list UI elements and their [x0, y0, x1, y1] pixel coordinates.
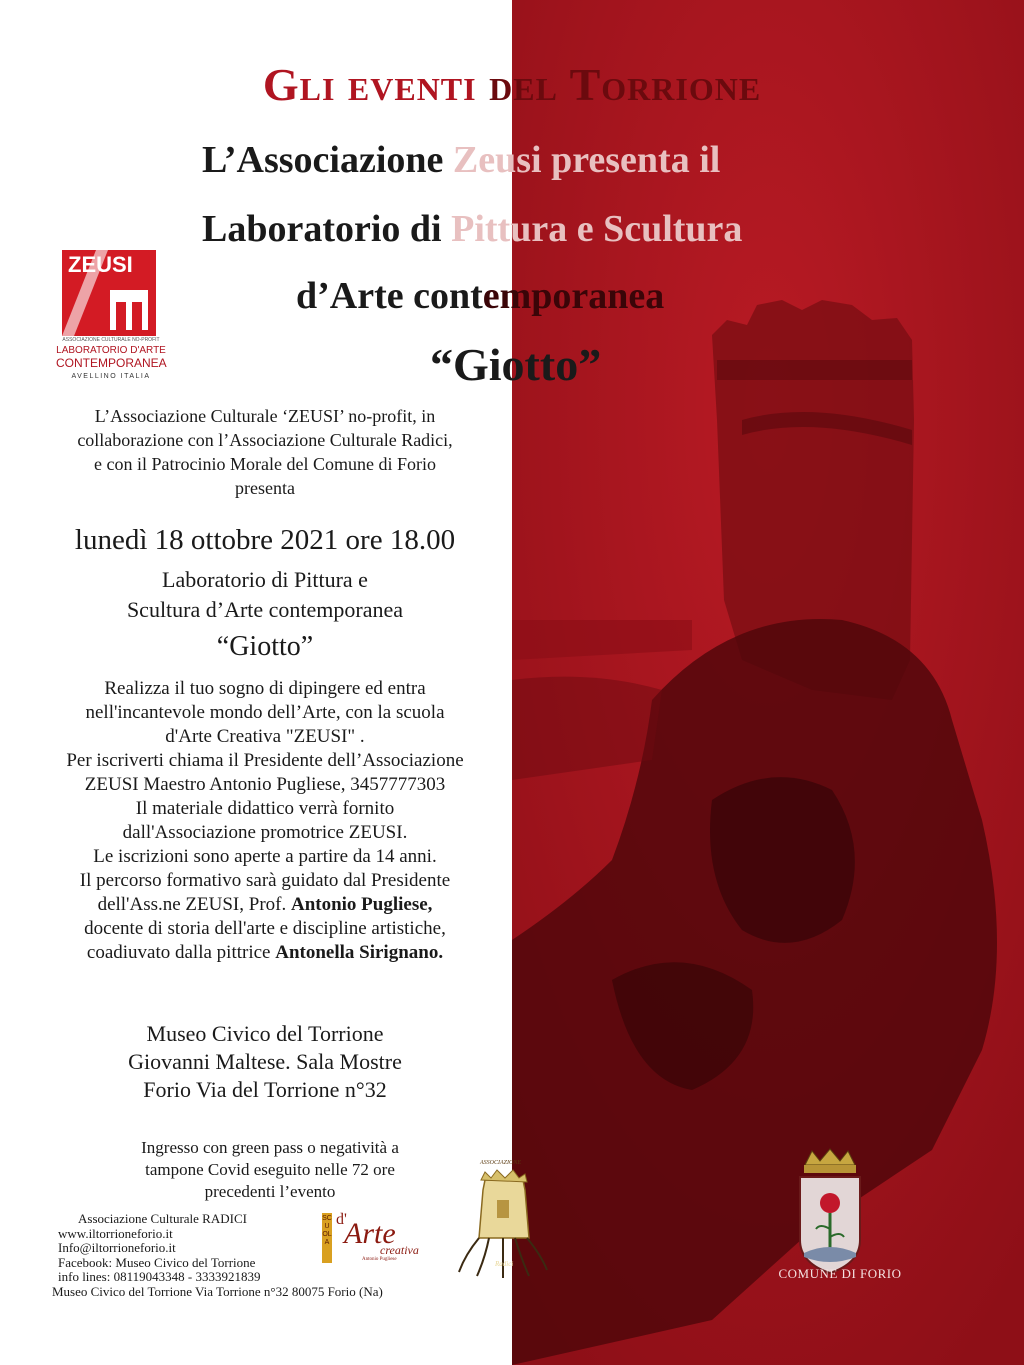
entry-line3: precedenti l’evento: [204, 1182, 336, 1201]
entry-line2: tampone Covid eseguito nelle 72 ore: [145, 1160, 395, 1179]
entry-conditions: [20, 1137, 520, 1203]
headline-line2: [202, 141, 720, 179]
headline-giotto: “Giotto”: [430, 339, 602, 390]
intro-line1: L’Associazione Culturale ‘ZEUSI’ no-profit, in: [94, 406, 436, 426]
event-title-line1: Laboratorio di Pittura e: [162, 567, 368, 592]
desc-line: Le iscrizioni sono aperte a partire da 14 anni.: [93, 846, 437, 867]
painter-name: Antonella Sirignano.: [275, 942, 444, 963]
headline-line3: [202, 210, 742, 248]
zeusi-logo-line2: LABORATORIO D'ARTE: [56, 345, 166, 356]
coat-of-arms: [760, 1145, 900, 1285]
title-part1: Gli eventi: [262, 59, 490, 110]
event-date: lunedì 18 ottobre 2021 ore 18.00: [74, 524, 456, 556]
desc-line: [20, 893, 510, 917]
intro-line2: collaborazione con l’Associazione Culturale Radici,: [77, 430, 453, 450]
contacts-email: Info@iltorrioneforio.it: [58, 1240, 176, 1255]
event-series-title: [0, 58, 1024, 111]
headline-line4-maroon: emporanea: [482, 275, 665, 317]
desc-line: [20, 941, 510, 965]
desc-text: coadiuvato dalla pittrice: [86, 942, 276, 963]
arte-logo-word1: d': [336, 1211, 347, 1228]
arte-creativa-logo: [322, 1213, 432, 1263]
headline-line3-dark: Laboratorio di: [202, 208, 452, 250]
radici-logo-top: ASSOCIAZIONE: [480, 1160, 521, 1166]
desc-line: Il percorso formativo sarà guidato dal Presidente: [79, 870, 451, 891]
venue-line1: Museo Civico del Torrione: [146, 1021, 384, 1046]
intro-paragraph: [20, 404, 510, 500]
contacts-association: Associazione Culturale RADICI: [78, 1211, 247, 1226]
desc-line: Per iscriverti chiama il Presidente dell’Associazione: [66, 750, 464, 771]
headline-line2-light: Zeusi presenta il: [452, 139, 721, 181]
contacts-website: www.iltorrioneforio.it: [58, 1225, 173, 1241]
zeusi-logo-line1: ASSOCIAZIONE CULTURALE NO-PROFIT: [62, 337, 160, 343]
venue: [20, 1020, 510, 1104]
arte-logo-side: SCUOLA: [322, 1215, 332, 1246]
radici-logo: [455, 1160, 550, 1280]
venue-line3: Forio Via del Torrione n°32: [143, 1077, 387, 1102]
radici-logo-bottom: Radici: [495, 1260, 514, 1268]
president-name: Antonio Pugliese,: [290, 894, 433, 915]
desc-line: nell'incantevole mondo dell’Arte, con la scuola: [85, 702, 445, 723]
desc-line: Il materiale didattico verrà fornito: [135, 798, 395, 819]
contacts: [52, 1211, 518, 1299]
title-part2: del Torrione: [489, 59, 762, 110]
arte-logo-sub: Antonio Pugliese: [362, 1257, 397, 1262]
entry-line1: Ingresso con green pass o negatività a: [141, 1138, 399, 1157]
event-title: [20, 565, 510, 625]
arte-logo-word2: Arte: [344, 1217, 396, 1250]
intro-line4: presenta: [235, 478, 295, 498]
desc-line: dall'Associazione promotrice ZEUSI.: [122, 822, 408, 843]
headline-line4: [296, 277, 664, 315]
desc-line: Realizza il tuo sogno di dipingere ed entra: [104, 678, 426, 699]
headline-line4-dark: d’Arte cont: [296, 275, 483, 317]
coat-of-arms-icon: [760, 1145, 900, 1285]
arte-logo-word3: creativa: [380, 1243, 419, 1257]
desc-text: dell'Ass.ne ZEUSI, Prof.: [97, 894, 291, 915]
desc-line: ZEUSI Maestro Antonio Pugliese, 3457777303: [84, 774, 446, 795]
venue-line2: Giovanni Maltese. Sala Mostre: [128, 1049, 402, 1074]
intro-line3: e con il Patrocinio Morale del Comune di Forio: [94, 454, 436, 474]
zeusi-logo: [56, 246, 166, 386]
contacts-phones: info lines: 08119043348 - 3333921839: [58, 1269, 261, 1284]
zeusi-logo-name: ZEUSI: [68, 252, 133, 277]
description: [20, 677, 510, 965]
headline-line3-light: Pittura e Scultura: [451, 208, 743, 250]
event-title-line2: Scultura d’Arte contemporanea: [126, 597, 404, 622]
contacts-address: Museo Civico del Torrione Via Torrione n°32 80075 Forio (Na): [52, 1283, 383, 1299]
desc-line: docente di storia dell'arte e discipline artistiche,: [84, 918, 446, 939]
comune-label: COMUNE DI FORIO: [778, 1266, 902, 1281]
zeusi-logo-line3: CONTEMPORANEA: [56, 356, 167, 370]
desc-line: d'Arte Creativa "ZEUSI" .: [165, 726, 365, 747]
zeusi-logo-line4: AVELLINO ITALIA: [71, 373, 151, 380]
contacts-facebook: Facebook: Museo Civico del Torrione: [58, 1254, 256, 1270]
headline-line2-dark: L’Associazione: [202, 139, 453, 181]
event-name: “Giotto”: [216, 631, 314, 662]
